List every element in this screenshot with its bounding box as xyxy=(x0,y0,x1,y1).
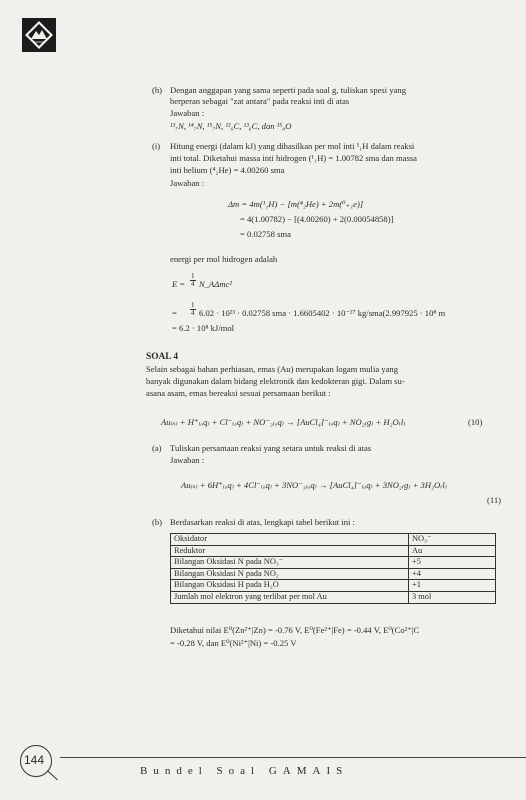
part-i-label: (i) xyxy=(152,141,161,151)
part-b-label: (b) xyxy=(152,517,163,527)
fraction-numerator: 1 xyxy=(191,301,195,309)
delta-m-result: = 0.02758 sma xyxy=(240,229,291,239)
page-number: 144 xyxy=(24,753,45,767)
part-i-question-line2: inti total. Diketahui massa inti hidrogen (¹₁H) = 1.00782 sma dan massa xyxy=(170,153,417,163)
magnifier-handle xyxy=(47,770,58,780)
given-potentials-line2: = -0.28 V, dan E⁰(Ni²⁺|Ni) = -0.25 V xyxy=(170,638,297,648)
energy-result: = 6.2 · 10⁸ kJ/mol xyxy=(172,323,235,333)
table-cell-value: 3 mol xyxy=(409,591,496,603)
soal4-paragraph-line1: Selain sebagai bahan perhiasan, emas (Au) merupakan logam mulia yang xyxy=(146,364,398,374)
fraction-denominator: 4 xyxy=(191,309,195,317)
energy-fraction-1 xyxy=(190,273,196,288)
gamais-logo xyxy=(22,18,56,52)
footer-title: Bundel Soal GAMAIS xyxy=(140,765,349,777)
table-cell-label: Jumlah mol elektron yang terlibat per mol Au xyxy=(171,591,409,603)
reaction-11-number: (11) xyxy=(487,495,501,505)
energy-formula-right: N_AΔmc² xyxy=(199,279,232,289)
part-h-answer: ¹³₇N, ¹⁴₇N, ¹⁵₇N, ¹²₆C, ¹³₆C, dan ¹⁵₈O xyxy=(170,121,292,131)
oxidation-table xyxy=(170,533,496,604)
reaction-10: Au₍ₛ₎ + H⁺₍ₐq₎ + Cl⁻₍ₐq₎ + NO⁻₃₍ₐq₎ → [AuCl₄]⁻₍ₐq₎ + NO₂₍g₎ + H₂O₍l₎ xyxy=(161,417,406,427)
delta-m-equation: Δm = 4m(¹₁H) − [m(⁴₂He) + 2m(⁰₊₁e)] xyxy=(228,199,364,209)
part-h-question-line1: Dengan anggapan yang sama seperti pada soal g, tuliskan spesi yang xyxy=(170,85,407,95)
part-a-answer-label: Jawaban : xyxy=(170,455,205,465)
reaction-10-number: (10) xyxy=(468,417,483,427)
svg-text:GAMAIS: GAMAIS xyxy=(33,40,45,44)
soal4-paragraph-line2: banyak digunakan dalam bidang elektronik dan kedokteran gigi. Dalam su- xyxy=(146,376,405,386)
part-i-question-line3: inti helium (⁴₂He) = 4.00260 sma xyxy=(170,165,285,175)
table-cell-value: +5 xyxy=(409,557,496,569)
table-cell-label: Bilangan Oksidasi H pada H₂O xyxy=(171,580,409,592)
soal4-title: SOAL 4 xyxy=(146,352,179,362)
table-cell-value: +4 xyxy=(409,568,496,580)
part-b-question: Berdasarkan reaksi di atas, lengkapi tabel berikut ini : xyxy=(170,517,355,527)
energy-substitution: 6.02 · 10²³ · 0.02758 sma · 1.6605402 · 10⁻²⁷ kg/sma(2.997925 · 10⁸ m xyxy=(199,308,446,318)
energy-formula-left: E = xyxy=(172,279,186,289)
table-cell-label: Bilangan Oksidasi N pada NO₂ xyxy=(171,568,409,580)
table-row xyxy=(171,534,496,546)
part-a-label: (a) xyxy=(152,443,162,453)
reaction-11: Au₍ₛ₎ + 6H⁺₍ₐq₎ + 4Cl⁻₍ₐq₎ + 3NO⁻₃₍ₐq₎ → [AuCl₄]⁻₍ₐq₎ + 3NO₂₍g₎ + 3H₂O₍l₎ xyxy=(181,480,447,490)
table-cell-label: Reduktor xyxy=(171,545,409,557)
given-potentials-line1: Diketahui nilai E⁰(Zn²⁺|Zn) = -0.76 V, E⁰(Fe²⁺|Fe) = -0.44 V, E⁰(Co²⁺|C xyxy=(170,625,420,635)
table-cell-label: Oksidator xyxy=(171,534,409,546)
part-h-question-line2: berperan sebagai "zat antara" pada reaksi inti di atas xyxy=(170,96,350,106)
delta-m-substitution: = 4(1.00782) − [(4.00260) + 2(0.00054858)] xyxy=(240,214,394,224)
part-a-question: Tuliskan persamaan reaksi yang setara untuk reaksi di atas xyxy=(170,443,372,453)
table-row xyxy=(171,545,496,557)
part-i-answer-label: Jawaban : xyxy=(170,178,205,188)
table-cell-value: +1 xyxy=(409,580,496,592)
table-cell-value: Au xyxy=(409,545,496,557)
energy-per-mol-text: energi per mol hidrogen adalah xyxy=(170,254,278,264)
fraction-denominator: 4 xyxy=(191,280,195,288)
table-cell-label: Bilangan Oksidasi N pada NO₃⁻ xyxy=(171,557,409,569)
table-row xyxy=(171,568,496,580)
table-row xyxy=(171,591,496,603)
soal4-paragraph-line3: asana asam, emas bereaksi sesuai persamaan berikut : xyxy=(146,388,331,398)
part-h-label: (h) xyxy=(152,85,163,95)
table-cell-value: NO₃⁻ xyxy=(409,534,496,546)
part-i-question-line1: Hitung energi (dalam kJ) yang dihasilkan per mol inti ¹₁H dalam reaksi xyxy=(170,141,415,151)
fraction-numerator: 1 xyxy=(191,272,195,280)
table-row xyxy=(171,580,496,592)
energy-fraction-2 xyxy=(190,302,196,317)
part-h-answer-label: Jawaban : xyxy=(170,108,205,118)
footer-rule xyxy=(60,757,526,758)
table-row xyxy=(171,557,496,569)
